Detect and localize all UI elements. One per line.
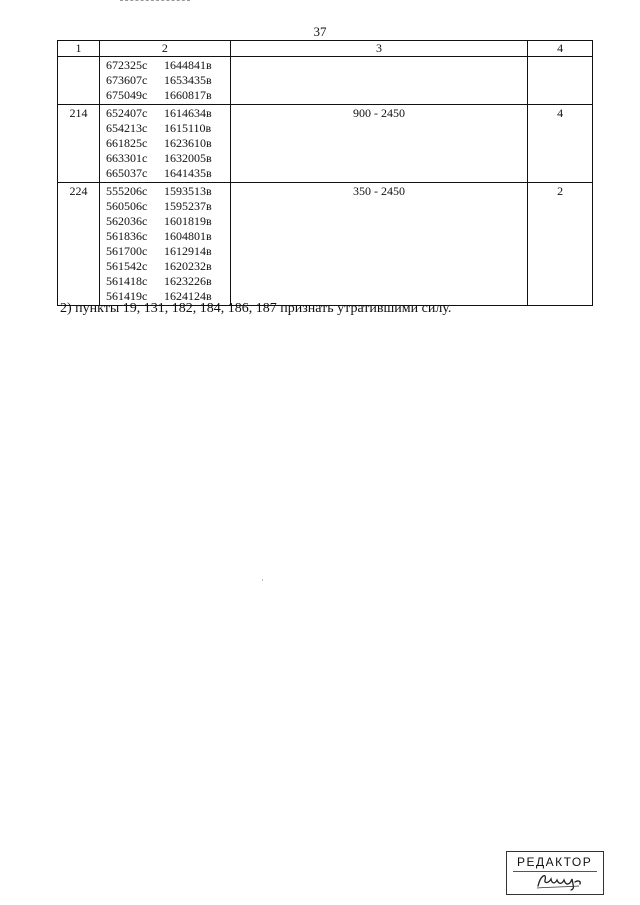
header-col-1: 1 <box>58 41 100 57</box>
code-pair <box>106 274 230 289</box>
top-edge-mark <box>120 0 190 4</box>
code-c: 675049с <box>105 88 148 102</box>
table-body <box>58 57 593 306</box>
code-c: 652407с <box>105 106 148 120</box>
code-c: 561836с <box>105 229 148 243</box>
code-pair <box>106 151 230 166</box>
code-c: 561700с <box>105 244 148 258</box>
code-v: 1593513в <box>163 184 212 198</box>
code-c: 561418с <box>105 274 148 288</box>
row-number: 214 <box>58 105 100 183</box>
code-c: 661825с <box>105 136 148 150</box>
code-v: 1632005в <box>163 151 212 165</box>
page-number: 37 <box>313 24 327 39</box>
code-v: 1595237в <box>163 199 212 213</box>
code-c: 562036с <box>105 214 148 228</box>
code-v: 1653435в <box>163 73 212 87</box>
code-v: 1641435в <box>163 166 212 180</box>
table-row <box>58 57 593 105</box>
code-v: 1660817в <box>163 88 212 102</box>
code-v: 1604801в <box>163 229 212 243</box>
code-list <box>99 57 230 105</box>
code-v: 1601819в <box>163 214 212 228</box>
editor-stamp <box>506 851 604 895</box>
range-cell <box>230 57 527 105</box>
stamp-label: РЕДАКТОР <box>517 855 593 869</box>
code-c: 561542с <box>105 259 148 273</box>
header-col-2: 2 <box>99 41 230 57</box>
range-cell: 350 - 2450 <box>230 183 527 306</box>
code-pair <box>106 106 230 121</box>
code-list <box>99 183 230 306</box>
code-c: 654213с <box>105 121 148 135</box>
code-v: 1624124в <box>163 289 212 303</box>
code-list <box>99 105 230 183</box>
note-text: 2) пункты 19, 131, 182, 184, 186, 187 признать утратившими силу. <box>60 301 452 316</box>
table-header-row <box>58 41 593 57</box>
row-number: 224 <box>58 183 100 306</box>
code-c: 665037с <box>105 166 148 180</box>
code-pair <box>106 88 230 103</box>
code-pair <box>106 136 230 151</box>
header-col-3: 3 <box>230 41 527 57</box>
data-table <box>57 40 593 306</box>
code-pair <box>106 259 230 274</box>
code-c: 663301с <box>105 151 148 165</box>
code-pair <box>106 121 230 136</box>
code-v: 1614634в <box>163 106 212 120</box>
code-v: 1623610в <box>163 136 212 150</box>
row-number <box>58 57 100 105</box>
code-pair <box>106 184 230 199</box>
code-v: 1644841в <box>163 58 212 72</box>
code-pair <box>106 58 230 73</box>
table-row <box>58 183 593 306</box>
code-pair <box>106 73 230 88</box>
code-c: 555206с <box>105 184 148 198</box>
group-cell <box>528 57 593 105</box>
code-pair <box>106 244 230 259</box>
group-cell: 4 <box>528 105 593 183</box>
code-v: 1620232в <box>163 259 212 273</box>
code-pair <box>106 199 230 214</box>
table-row <box>58 105 593 183</box>
code-pair <box>106 229 230 244</box>
code-c: 672325с <box>105 58 148 72</box>
handwritten-signature <box>535 870 583 892</box>
code-pair <box>106 214 230 229</box>
group-cell: 2 <box>528 183 593 306</box>
range-cell: 900 - 2450 <box>230 105 527 183</box>
code-v: 1612914в <box>163 244 212 258</box>
code-v: 1615110в <box>163 121 212 135</box>
code-c: 560506с <box>105 199 148 213</box>
code-c: 673607с <box>105 73 148 87</box>
code-v: 1623226в <box>163 274 212 288</box>
header-col-4: 4 <box>528 41 593 57</box>
code-c: 561419с <box>105 289 148 303</box>
code-pair <box>106 166 230 181</box>
scan-speck <box>262 579 263 581</box>
